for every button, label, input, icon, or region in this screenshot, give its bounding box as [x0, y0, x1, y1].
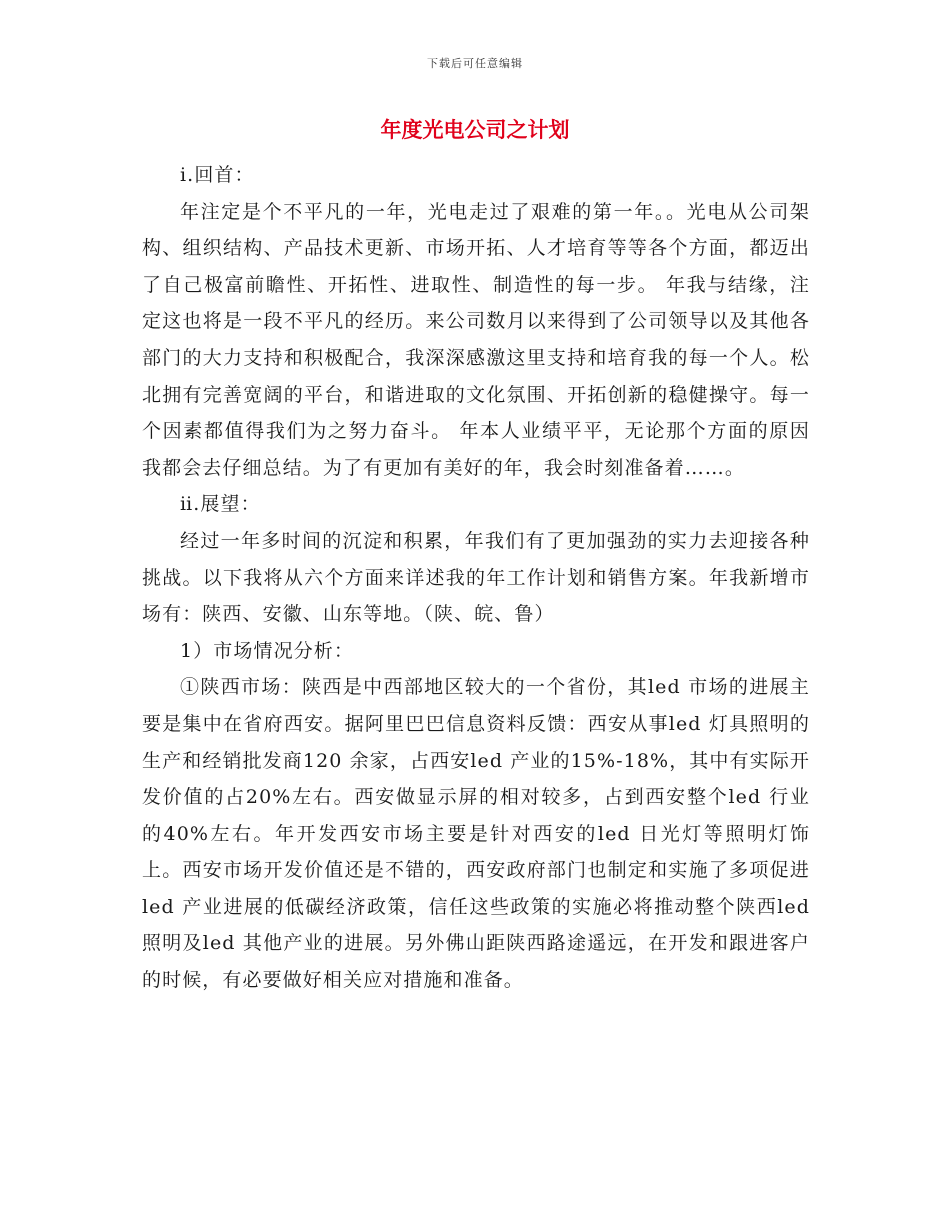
- document-title: 年度光电公司之计划: [380, 118, 570, 142]
- header-note: 下载后可任意编辑: [427, 57, 523, 70]
- paragraph-shaanxi-market: ①陕西市场：陕西是中西部地区较大的一个省份，其led 市场的进展主要是集中在省府西安。据阿里巴巴信息资料反馈：西安从事led 灯具照明的生产和经销批发商120 余家，占西安led 产业的15%-18%，其中有实际开发价值的占20%左右。西安做显示屏的相对较多，占到西安整个led 行业的40%左右。年开发西安市场主要是针对西安的led 日光灯等照明灯饰上。西安市场开发价值还是不错的，西安政府部门也制定和实施了多项促进led 产业进展的低碳经济政策，信任这些政策的实施必将推动整个陕西led 照明及led 其他产业的进展。另外佛山距陕西路途遥远，在开发和跟进客户的时候，有必要做好相关应对措施和准备。: [142, 676, 810, 992]
- section-heading-review: ⅰ.回首：: [180, 164, 255, 186]
- subheading-market-analysis: 1）市场情况分析：: [180, 639, 354, 662]
- paragraph-review: 年注定是个不平凡的一年，光电走过了艰难的第一年。。光电从公司架构、组织结构、产品技术更新、市场开拓、人才培育等等各个方面，都迈出了自己极富前瞻性、开拓性、进取性、制造性的每一步。 年我与结缘，注定这也将是一段不平凡的经历。来公司数月以来得到了公司领导以及其他各部门的大力支持和积极配合，我深深感激这里支持和培育我的每一个人。松北拥有完善宽阔的平台，和谐进取的文化氛围、开拓创新的稳健操守。每一个因素都值得我们为之努力奋斗。 年本人业绩平平，无论那个方面的原因我都会去仔细总结。为了有更加有美好的年，我会时刻准备着……。: [142, 200, 810, 479]
- section-heading-outlook: ⅱ.展望：: [180, 493, 261, 516]
- paragraph-outlook: 经过一年多时间的沉淀和积累，年我们有了更加强劲的实力去迎接各种挑战。以下我将从六个方面来详述我的年工作计划和销售方案。年我新增市场有：陕西、安徽、山东等地。（陕、皖、鲁）: [142, 529, 810, 626]
- document-body: [142, 157, 810, 999]
